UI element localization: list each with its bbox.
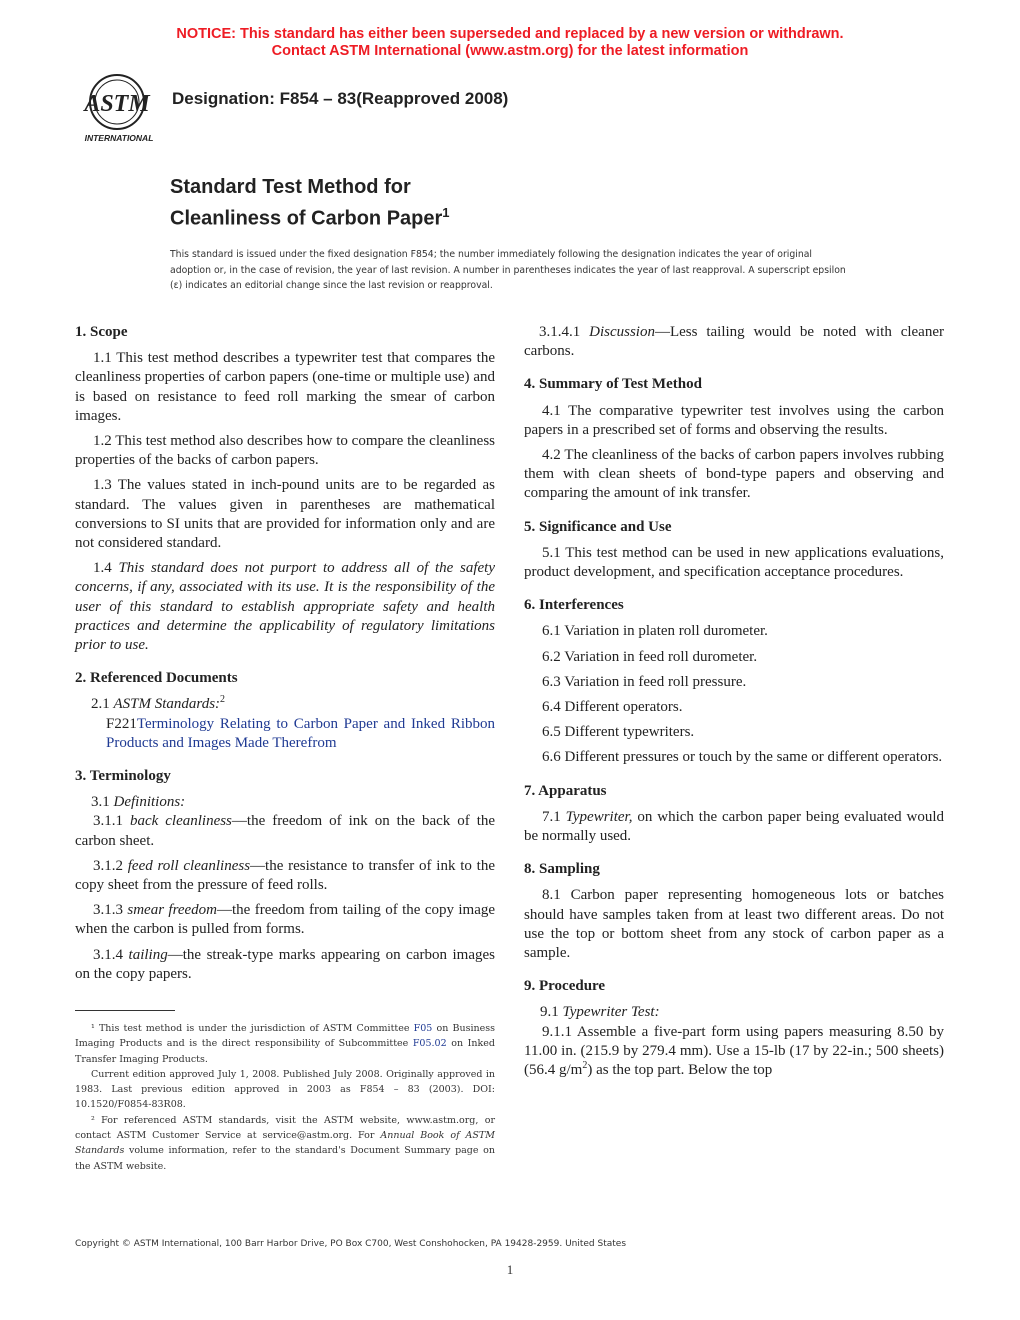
title-footnote-mark: 1 [442, 205, 450, 220]
paragraph-3-1-1-num: 3.1.1 [93, 813, 130, 830]
paragraph-1-4-text: This standard does not purport to address all of the safety concerns, if any, associated with its use. It is the responsibility of the user of this standard to establish appropriate safety and health practices and determine the applicability of regulatory limitations prior to use. [75, 560, 496, 654]
logo-top-text: ASTM [84, 91, 150, 117]
section-heading-scope: 1. Scope [75, 324, 128, 340]
paragraph-1-4-num: 1.4 [93, 560, 119, 577]
paragraph-3-1-3 [75, 901, 495, 939]
section-heading-significance: 5. Significance and Use [524, 518, 672, 535]
footnote-2 [75, 1113, 495, 1174]
paragraph-3-1-3-num: 3.1.3 [93, 902, 128, 919]
paragraph-3-1-4-1-text: —Less tailing would be noted with cleaner carbons. [524, 324, 944, 360]
paragraph-3-1-4-num: 3.1.4 [93, 946, 129, 963]
paragraph-3-1-4-1-num: 3.1.4.1 [539, 324, 590, 340]
committee-f05-link[interactable]: F05 [413, 1023, 433, 1034]
section-heading-apparatus: 7. Apparatus [524, 782, 607, 799]
subcommittee-f05-02-link[interactable]: F05.02 [412, 1038, 447, 1050]
paragraph-1-4 [75, 559, 495, 655]
paragraph-9-1-text: Typewriter Test: [562, 1004, 660, 1021]
paragraph-5-1: 5.1 This test method can be used in new applications evaluations, product development, and specification acceptance procedures. [524, 544, 944, 581]
term-typewriter: Typewriter, [565, 808, 633, 825]
term-tailing: tailing [128, 946, 168, 963]
paragraph-3-1-4-1 [524, 323, 944, 361]
designation: Designation: F854 – 83(Reapproved 2008) [172, 89, 509, 108]
paragraph-3-1 [75, 793, 495, 812]
footnote-1-text-c: on Inked Transfer Imaging Products. [75, 1038, 495, 1065]
paragraph-3-1-4-text: —the streak-type marks appearing on carbon images on the copy papers. [75, 946, 495, 982]
paragraph-7-1 [524, 808, 944, 846]
paragraph-3-1-3-text: —the freedom from tailing of the copy image when the carbon is pulled from forms. [75, 902, 496, 938]
footnote-1-text-b: on Business Imaging Products and is the direct responsibility of Subcommittee [75, 1023, 495, 1050]
paragraph-6-2: 6.2 Variation in feed roll durometer. [542, 648, 758, 665]
paragraph-3-1-1-text: —the freedom of ink on the back of the carbon sheet. [75, 813, 496, 849]
reference-f221 [75, 715, 495, 753]
right-column [524, 323, 944, 1086]
footnote-divider [75, 1010, 175, 1011]
paragraph-1-1: 1.1 This test method describes a typewriter test that compares the cleanliness properties of carbon papers (one-time or multiple use) and is based on resistance to feed roll marking the smear of carbon images. [75, 350, 495, 424]
paragraph-3-1-2-text: —the resistance to transfer of ink to the copy sheet from the pressure of feed rolls. [75, 857, 495, 894]
reference-f221-code: F221 [106, 715, 137, 732]
notice-line-2: Contact ASTM International (www.astm.org) for the latest information [271, 43, 749, 59]
paragraph-6-6: 6.6 Different pressures or touch by the same or different operators. [542, 749, 943, 766]
title-line-2-text: Cleanliness of Carbon Paper [170, 207, 443, 230]
title-line-1: Standard Test Method for [170, 176, 411, 198]
paragraph-6-1: 6.1 Variation in platen roll durometer. [542, 623, 768, 640]
footnote-mark-2: 2 [220, 694, 226, 706]
footnote-2-text-a: ² For referenced ASTM standards, visit the ASTM website, www.astm.org, or contact ASTM Customer Service at service@astm.org. For [75, 1114, 495, 1142]
footnote-2-annual-book: Annual Book of ASTM Standards [75, 1130, 495, 1157]
section-heading-sampling: 8. Sampling [524, 861, 600, 878]
footnote-1 [75, 1021, 495, 1067]
term-smear-freedom: smear freedom [127, 902, 218, 919]
paragraph-1-2: 1.2 This test method also describes how to compare the cleanliness properties of the backs of carbon papers. [75, 433, 495, 469]
paragraph-3-1-4 [75, 946, 495, 984]
section-heading-interferences: 6. Interferences [524, 597, 624, 614]
term-back-cleanliness: back cleanliness [129, 813, 232, 830]
footnote-1-edition: Current edition approved July 1, 2008. Published July 2008. Originally approved in 1983. Last previous edition approved in 2003 as F854 – 83 (2003). DOI: 10.1520/F0854-83R08. [75, 1068, 495, 1111]
section-heading-referenced-documents: 2. Referenced Documents [75, 670, 238, 687]
reference-f221-link[interactable]: Terminology Relating to Carbon Paper and Inked Ribbon Products and Images Made Therefrom [106, 715, 495, 751]
paragraph-9-1-1-text-a: 9.1.1 Assemble a five-part form using papers measuring 8.50 by 11.00 in. (215.9 by 279.4 mm). Use a 15-lb (17 by 22-in.; 500 sheets) (56.4 g/m [524, 1023, 944, 1079]
footnote-2-text-b: volume information, refer to the standard's Document Summary page on the ASTM website. [75, 1145, 495, 1172]
paragraph-6-5: 6.5 Different typewriters. [542, 724, 695, 741]
copyright: Copyright © ASTM International, 100 Barr Harbor Drive, PO Box C700, West Conshohocken, PA 19428-2959. United States [75, 1239, 627, 1249]
paragraph-9-1-num: 9.1 [540, 1004, 563, 1021]
paragraph-3-1-2-num: 3.1.2 [93, 857, 128, 874]
astm-logo [74, 72, 164, 144]
footnote-1-text-a: ¹ This test method is under the jurisdiction of ASTM Committee [91, 1023, 414, 1034]
paragraph-4-2: 4.2 The cleanliness of the backs of carbon papers involves rubbing them with clean sheets of bond-type papers and observing and comparing the amount of ink transfer. [524, 447, 944, 502]
document-title [170, 174, 450, 232]
paragraph-6-3: 6.3 Variation in feed roll pressure. [542, 673, 747, 690]
paragraph-2-1-text: ASTM Standards: [113, 696, 221, 713]
paragraph-3-1-1 [75, 812, 495, 850]
paragraph-3-1-text: Definitions: [113, 794, 186, 811]
page-number: 1 [506, 1262, 514, 1277]
section-heading-procedure: 9. Procedure [524, 978, 606, 995]
paragraph-9-1-1-text-b: ) as the top part. Below the top [587, 1062, 773, 1079]
left-column [75, 323, 495, 990]
paragraph-7-1-num: 7.1 [542, 808, 566, 825]
paragraph-9-1-1 [524, 1023, 944, 1081]
section-heading-terminology: 3. Terminology [75, 768, 171, 785]
paragraph-2-1 [75, 695, 495, 714]
logo-bottom-text: INTERNATIONAL [84, 133, 154, 143]
paragraph-1-3: 1.3 The values stated in inch-pound units are to be regarded as standard. The values given in parentheses are mathematical conversions to SI units that are provided for information only and are not considered standard. [75, 477, 495, 552]
term-discussion: Discussion [589, 324, 655, 340]
paragraph-9-1 [524, 1003, 944, 1022]
title-line-2 [170, 200, 450, 232]
term-feed-roll-cleanliness: feed roll cleanliness [127, 857, 251, 874]
paragraph-8-1: 8.1 Carbon paper representing homogeneous lots or batches should have samples taken from at least two different areas. Do not use the top or bottom sheet from any stock of carbon paper as a sample. [524, 887, 944, 962]
withdrawal-notice [0, 26, 1020, 60]
notice-line-1: NOTICE: This standard has either been superseded and replaced by a new version or withdrawn. [176, 26, 844, 42]
paragraph-4-1: 4.1 The comparative typewriter test involves using the carbon papers in a prescribed set of forms and observing the results. [524, 402, 944, 438]
footnotes [75, 1021, 495, 1174]
section-heading-summary: 4. Summary of Test Method [524, 376, 702, 393]
paragraph-3-1-2 [75, 857, 495, 895]
paragraph-9-1-1-sup: 2 [582, 1060, 588, 1072]
paragraph-3-1-num: 3.1 [91, 794, 114, 811]
paragraph-6-4: 6.4 Different operators. [542, 699, 683, 716]
paragraph-7-1-text: on which the carbon paper being evaluated would be normally used. [524, 808, 945, 845]
issue-note: This standard is issued under the fixed designation F854; the number immediately following the designation indicates the year of original adoption or, in the case of revision, the year of last revision. A number in parentheses indicates the year of last reapproval. A superscript epsilon (ε) indicates an editorial change since the last revision or reapproval. [170, 249, 846, 291]
paragraph-2-1-num: 2.1 [91, 696, 114, 713]
